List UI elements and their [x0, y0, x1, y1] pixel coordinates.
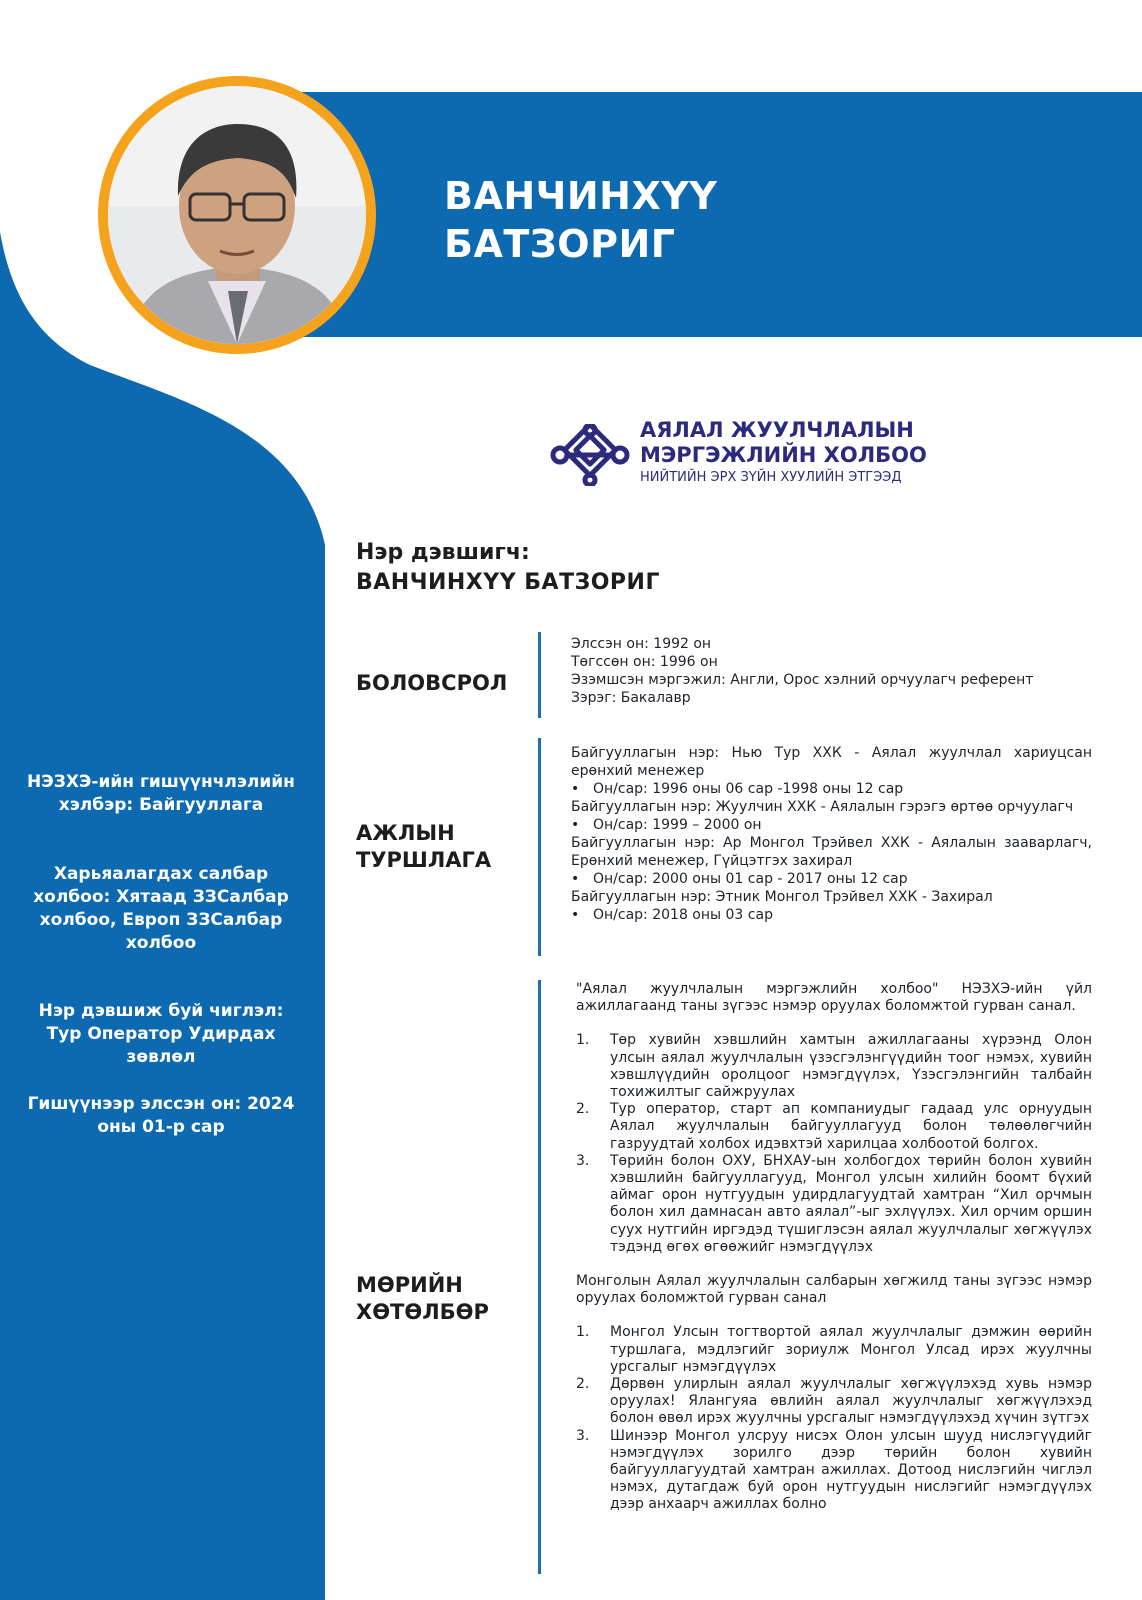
- program-title-line1: МӨРИЙН: [356, 1273, 463, 1297]
- list-number: 3.: [576, 1427, 590, 1444]
- experience-org: Байгууллагын нэр: Этник Монгол Трэйвел ХХК - Захирал: [571, 889, 993, 905]
- experience-org: Байгууллагын нэр: Жуулчин ХХК - Аялалын гэрэгэ өртөө орчуулагч: [571, 799, 1074, 815]
- list-number: 3.: [576, 1152, 590, 1169]
- experience-title: [356, 820, 491, 874]
- program-title-line2: ХӨТӨЛБӨР: [356, 1300, 489, 1324]
- program-list-item: [576, 1376, 1092, 1428]
- experience-title-line2: ТУРШЛАГА: [356, 848, 492, 872]
- bullet: •: [571, 871, 580, 887]
- header-name-line2: БАТЗОРИГ: [444, 222, 676, 266]
- education-line: Зэрэг: Бакалавр: [571, 690, 691, 706]
- program-list-item: [576, 1032, 1092, 1101]
- experience-date: Он/сар: 1999 – 2000 он: [593, 817, 762, 833]
- experience-date: Он/сар: 2018 оны 03 сар: [593, 907, 773, 923]
- experience-date: Он/сар: 2000 оны 01 сар - 2017 оны 12 сар: [593, 871, 908, 887]
- sidebar-nomination: Нэр дэвшиж буй чиглэл: Тур Оператор Удирдах зөвлөл: [38, 1001, 284, 1067]
- list-text: Дөрвөн улирлын аялал жуулчлалыг хөгжүүлэхэд хувь нэмэр оруулах! Ялангуяа өвлийн аялал жуулчлалыг хөгжүүлэхэд болон өвөл ирэх жуулчны урсгалыг нэмэгдүүлэхэд хүчин зүтгэх: [610, 1376, 1092, 1427]
- candidate-photo: [98, 76, 376, 354]
- header-banner: [300, 92, 1142, 337]
- program-list-item: [576, 1153, 1092, 1256]
- endless-knot-icon: [550, 424, 630, 486]
- bullet: •: [571, 781, 580, 797]
- candidate-label: Нэр дэвшигч:: [356, 540, 530, 565]
- experience-org: Байгууллагын нэр: Нью Тур ХХК - Аялал жуулчлал хариуцсан ерөнхий менежер: [571, 745, 1092, 779]
- program-details: [576, 981, 1092, 1514]
- education-line: Эзэмшсэн мэргэжил: Англи, Орос хэлний орчуулагч референт: [571, 672, 1034, 688]
- list-text: Монгол Улсын тогтвортой аялал жуулчлалыг дэмжин өөрийн туршлага, мэдлэгийг зориулж Монгол Улсад ирэх жуулчны урсгалыг нэмэгдүүлэх: [610, 1324, 1092, 1375]
- program-title: [356, 1272, 489, 1326]
- program-intro: "Аялал жуулчлалын мэргэжлийн холбоо" НЭЗХЭ-ийн үйл ажиллагаанд таны зүгээс нэмэр оруулах боломжтой гурван санал.: [576, 981, 1092, 1015]
- logo-title-line2: МЭРГЭЖЛИЙН ХОЛБОО: [640, 443, 927, 467]
- sidebar-membership: НЭЗХЭ-ийн гишүүнчлэлийн хэлбэр: Байгууллага: [27, 772, 295, 815]
- education-details: [571, 635, 1092, 707]
- logo-subtitle: НИЙТИЙН ЭРХ ЗҮЙН ХУУЛИЙН ЭТГЭЭД: [640, 470, 902, 485]
- program-list-item: [576, 1324, 1092, 1376]
- bullet: •: [571, 817, 580, 833]
- experience-divider: [538, 738, 541, 956]
- sidebar-joined: Гишүүнээр элссэн он: 2024 оны 01-р сар: [27, 1094, 295, 1137]
- education-title: БОЛОВСРОЛ: [356, 671, 508, 695]
- program-divider: [538, 980, 541, 1574]
- list-text: Шинээр Монгол улсруу нисэх Олон улсын шууд нислэгүүдийг нэмэгдүүлэх зорилго дээр төрийн болон хувийн байгууллагуудтай хамтран ажиллах. Дотоод нислэгийн чиглэл нэмэх, дутагдаж буй орон нутгуудын нислэгийг нэмэгдүүлэх дээр анхаарч ажиллах болно: [610, 1427, 1092, 1513]
- experience-org: Байгууллагын нэр: Ар Монгол Трэйвел ХХК - Аялалын зааварлагч, Ерөнхий менежер, Гүйцэтгэх захирал: [571, 835, 1092, 869]
- experience-title-line1: АЖЛЫН: [356, 821, 455, 845]
- candidate-name: ВАНЧИНХҮҮ БАТЗОРИГ: [356, 570, 660, 595]
- experience-details: [571, 744, 1092, 924]
- logo-title-line1: АЯЛАЛ ЖУУЛЧЛАЛЫН: [640, 418, 914, 442]
- program-list-item: [576, 1428, 1092, 1514]
- experience-date: Он/сар: 1996 оны 06 сар -1998 оны 12 сар: [593, 781, 904, 797]
- list-number: 1.: [576, 1032, 590, 1049]
- header-name: [444, 172, 717, 268]
- list-text: Төр хувийн хэвшлийн хамтын ажиллагааны хүрээнд Олон улсын аялал жуулчлалын үзэсгэлэнгүүдийн тоог нэмэх, хувийн хэвшлүүдийн оролцоог нэмэгдүүлэх, Үзэсгэлэнгийн талбайн тохижилтыг сайжруулах: [610, 1032, 1092, 1101]
- header-name-line1: ВАНЧИНХҮҮ: [444, 174, 718, 218]
- list-number: 2.: [576, 1101, 590, 1118]
- bullet: •: [571, 907, 580, 923]
- list-number: 1.: [576, 1324, 590, 1341]
- sidebar-branch: Харьяалагдах салбар холбоо: Хятаад ЗЗСалбар холбоо, Европ ЗЗСалбар холбоо: [33, 864, 289, 953]
- education-line: Төгссөн он: 1996 он: [571, 654, 718, 670]
- education-divider: [538, 632, 541, 718]
- program-intro: Монголын Аялал жуулчлалын салбарын хөгжилд таны зүгээс нэмэр оруулах боломжтой гурван санал: [576, 1273, 1092, 1307]
- program-list-item: [576, 1101, 1092, 1153]
- association-logo: [550, 418, 930, 490]
- education-line: Элссэн он: 1992 он: [571, 636, 712, 652]
- list-text: Тур оператор, старт ап компаниудыг гадаад улс орнуудын Аялал жуулчлалын байгууллагууд болон төлөөлөгчийн газруудтай холбох идэвхтэй харилцаа холбоотой болгох.: [610, 1101, 1092, 1152]
- list-text: Төрийн болон ОХУ, БНХАУ-ын холбогдох төрийн болон хувийн хэвшлийн байгууллагууд, Монгол улсын хилийн боомт бүхий аймаг орон нутгуудын удирдлагуудтай хамтран “Хил орчмын болон хил дамнасан авто аялал”-ыг эхлүүлэх. Хил орчим оршин суух нутгийн иргэдэд түшиглэсэн аялал жуулчлалыг хөгжүүлэх тэдэнд өгөх өгөөжийг нэмэгдүүлэх: [610, 1152, 1092, 1255]
- list-number: 2.: [576, 1376, 590, 1393]
